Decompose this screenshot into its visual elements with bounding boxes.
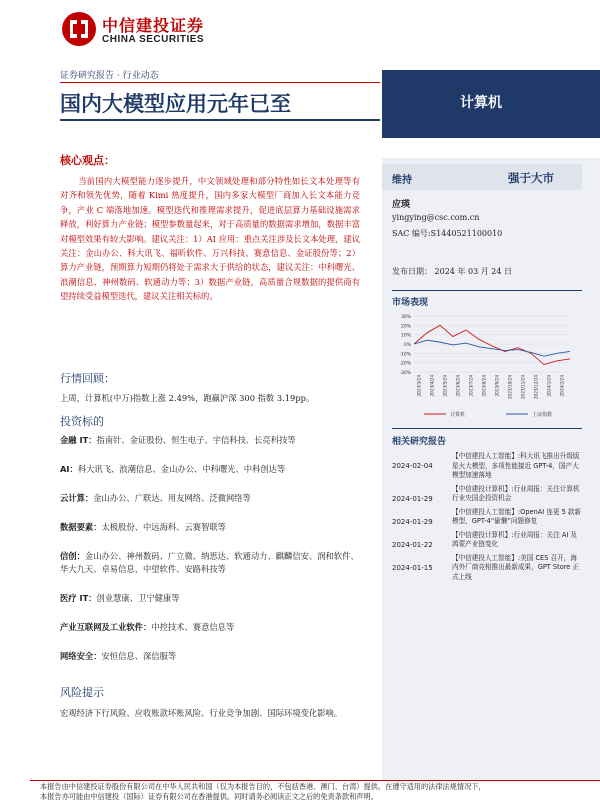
- target-label: AI：: [60, 464, 78, 474]
- chart-x-tick-label: 2023/5/24: [442, 375, 448, 397]
- analyst-name: 应瑛: [392, 200, 411, 210]
- related-report-item[interactable]: [392, 485, 582, 504]
- target-text: 创业慧康、卫宁健康等: [96, 593, 180, 603]
- report-date: 2024-01-15: [392, 563, 433, 572]
- report-title-link[interactable]: 【中信建投人工智能】:美国 CES 召开，海内外厂商竞相推出最新成果，GPT Store 正式上线: [452, 553, 580, 581]
- report-title: 国内大模型应用元年已至: [60, 92, 291, 116]
- report-date: 2024-01-29: [392, 517, 433, 526]
- market-heading: 行情回顾：: [60, 372, 115, 385]
- sector-label: 计算机: [460, 95, 502, 111]
- target-label: 云计算：: [60, 493, 94, 503]
- target-label: 产业互联网及工业软件：: [60, 622, 152, 632]
- report-date: 2024-02-04: [392, 462, 433, 470]
- report-title-link[interactable]: 【中信建投人工智能】:OpenAI 连更 5 款新模型，GPT-4“偷懒”问题修复: [452, 507, 582, 525]
- target-text: 金山办公、广联达、用友网络、泛微网络等: [93, 493, 251, 503]
- target-row: [60, 463, 365, 476]
- disclaimer: [40, 782, 600, 800]
- chart-y-tick-label: 0%: [403, 343, 411, 348]
- target-label: 金融 IT：: [60, 435, 97, 445]
- chart-x-tick-label: 2023/7/24: [468, 375, 474, 397]
- sidebar-divider: [392, 428, 582, 429]
- chart-x-tick-label: 2023/8/24: [481, 375, 487, 397]
- brand-name-cn: 中信建投证券: [102, 16, 205, 35]
- chart-series-line: [414, 325, 570, 364]
- related-report-item[interactable]: [392, 554, 582, 583]
- chart-y-tick-label: 30%: [400, 315, 411, 320]
- target-row: [60, 650, 365, 663]
- target-row: [60, 550, 365, 576]
- target-row: [60, 621, 365, 634]
- header-divider: [60, 82, 380, 83]
- target-text: 指南针、金证股份、恒生电子、宇信科技、长亮科技等: [96, 435, 296, 445]
- target-row: [60, 434, 365, 447]
- target-text: 中控技术、赛意信息等: [151, 622, 235, 632]
- brand-logo-mark: [60, 10, 98, 48]
- chart-x-tick-label: 2024/1/24: [546, 375, 552, 397]
- chart-x-tick-label: 2023/12/24: [533, 375, 539, 400]
- analyst-sac: SAC 编号:S1440521100010: [392, 229, 503, 238]
- related-reports: [392, 452, 582, 586]
- report-title-link[interactable]: 【中信建投计算机】:行业周报：关注 AI 及鸿蒙产业链变化: [452, 530, 577, 548]
- sidebar-divider: [392, 290, 582, 291]
- related-report-item[interactable]: [392, 508, 582, 527]
- chart-y-tick-label: -30%: [399, 371, 411, 376]
- report-type: 证券研究报告 · 行业动态: [60, 71, 159, 81]
- target-row: [60, 492, 365, 505]
- targets-heading: 投资标的: [60, 415, 104, 428]
- brand-name-en: CHINA SECURITIES: [102, 34, 205, 45]
- risk-text: 宏观经济下行风险、应收账款坏账风险、行业竞争加剧、国际环境变化影响。: [60, 708, 343, 718]
- target-text: 太极股份、中远海科、云赛智联等: [101, 522, 226, 532]
- related-report-item[interactable]: [392, 452, 582, 481]
- rating-action: 维持: [392, 175, 412, 186]
- targets-list: [60, 434, 365, 679]
- chart-x-tick-label: 2024/2/24: [559, 375, 565, 397]
- market-performance-chart: [392, 310, 582, 422]
- target-label: 数据要素：: [60, 522, 102, 532]
- chart-x-tick-label: 2023/10/24: [507, 375, 513, 400]
- chart-y-tick-label: -20%: [399, 361, 411, 367]
- risk-heading: 风险提示: [60, 686, 104, 699]
- chart-legend-label: 计算机: [450, 412, 466, 418]
- chart-x-tick-label: 2023/3/24: [416, 375, 422, 397]
- core-text: 当前国内大模型能力逐步提升，中文领域处理和部分特性如长文本处理等有对齐和领先优势，随着 Kimi 热度提升，国内多家大模型厂商加入长文本能力竞争，产业 C 端落地加速。模型迭代和推理需求提升，促进底层算力基础设施需求释放，利好算力产业链；模型参数量起来，对于高质量的数据需求增加，数据丰富对模型效果有较大影响。建议关注：1）AI 应用：重点关注涉及长文本处理，建议关注：金山办公、科大讯飞、福昕软件、万兴科技、赛意信息、金证股份等；2）算力产业链，预期算力短期仍将处于需求大于供给的状态，建议关注：中科曙光、浪潮信息、神州数码、软通动力等；3）数据产业链，高质量合规数据的提供商有望持续受益模型迭代，建议关注相关标的。: [60, 176, 360, 302]
- target-text: 科大讯飞、浪潮信息、金山办公、中科曙光、中科创达等: [77, 464, 286, 474]
- report-title-link[interactable]: 【中信建投计算机】:行业周报：关注计算机行业央国企投资机会: [452, 484, 580, 502]
- chart-x-tick-label: 2023/6/24: [455, 375, 461, 397]
- rating-value: 强于大市: [508, 171, 554, 185]
- chart-y-tick-label: 20%: [400, 324, 411, 330]
- target-text: 安恒信息、深信服等: [101, 651, 177, 661]
- chart-legend-label: 上证指数: [532, 412, 553, 418]
- target-row: [60, 521, 365, 534]
- publish-date: 发布日期： 2024 年 03 月 24 日: [392, 267, 512, 276]
- chart-x-tick-label: 2023/11/24: [520, 375, 526, 400]
- chart-x-tick-label: 2023/4/24: [429, 375, 435, 397]
- market-text: 上周，计算机(中万)指数上涨 2.49%，跑赢沪深 300 指数 3.19pp。: [60, 393, 315, 403]
- chart-heading: 市场表现: [392, 298, 429, 308]
- target-label: 医疗 IT：: [60, 593, 97, 603]
- target-text: 金山办公、神州数码、广立微、纳思达、软通动力、麒麟信安、润和软件、华大九天、卓易信息、中望软件、安路科技等: [60, 551, 359, 574]
- target-label: 信创：: [60, 551, 85, 561]
- chart-series-line: [414, 340, 570, 356]
- chart-x-tick-label: 2023/9/24: [494, 375, 500, 397]
- report-title-link[interactable]: 【中信建投人工智能】:科大讯飞推出升级版星火大模型，多项性能接近 GPT-4，国产大模型加速落地: [452, 452, 580, 479]
- brand-logo: [60, 10, 220, 50]
- report-date: 2024-01-29: [392, 494, 433, 503]
- target-row: [60, 592, 365, 605]
- footer-divider: [30, 780, 600, 781]
- related-report-item[interactable]: [392, 531, 582, 550]
- report-date: 2024-01-22: [392, 540, 433, 549]
- chart-y-tick-label: -10%: [399, 352, 411, 358]
- chart-y-tick-label: 10%: [400, 333, 411, 339]
- core-heading: 核心观点：: [60, 154, 115, 167]
- title-underline: [60, 119, 380, 121]
- related-heading: 相关研究报告: [392, 437, 447, 447]
- disclaimer-line: 本报告亦可能由中信建投（国际）证券有限公司在香港提供。同时请务必阅读正文之后的免责条款和声明。: [40, 792, 378, 800]
- target-label: 网络安全：: [60, 651, 102, 661]
- analyst-email: yingying@csc.com.cn: [392, 213, 480, 222]
- disclaimer-line: 本报告由中信建投证券股份有限公司在中华人民共和国（仅为本报告目的，不包括香港、澳门、台湾）提供。在遵守适用的法律法规情况下，: [40, 782, 486, 791]
